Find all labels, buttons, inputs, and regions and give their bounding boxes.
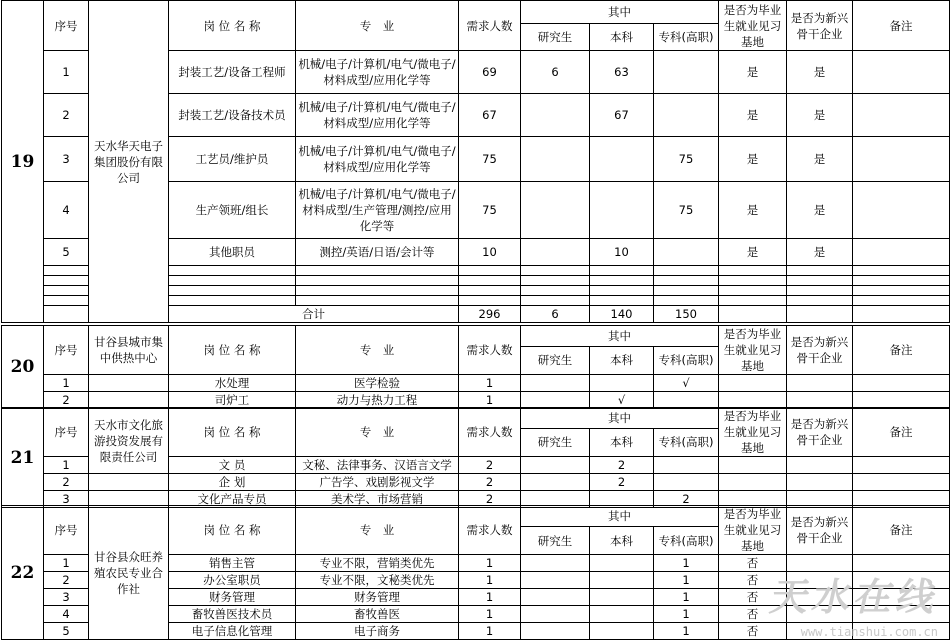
college-cell: 75 <box>654 137 719 182</box>
group-number: 19 <box>2 1 44 323</box>
emerging-cell: 是 <box>787 94 853 137</box>
college-cell: 1 <box>654 572 719 589</box>
grad-cell <box>521 375 590 392</box>
position-cell: 水处理 <box>169 375 296 392</box>
grad-cell <box>521 589 590 606</box>
position-cell: 工艺员/维护员 <box>169 137 296 182</box>
header-college: 专科(高职) <box>654 346 719 374</box>
seq-cell: 2 <box>44 474 89 491</box>
base-cell: 是 <box>719 239 787 266</box>
college-cell: √ <box>654 375 719 392</box>
grad-cell <box>521 474 590 491</box>
header-major: 专 业 <box>296 326 459 375</box>
seq-cell: 3 <box>44 589 89 606</box>
demand-cell: 1 <box>459 623 521 640</box>
seq-cell: 4 <box>44 606 89 623</box>
note-cell <box>853 94 950 137</box>
header-grad: 研究生 <box>521 527 590 555</box>
college-cell <box>654 51 719 94</box>
seq-cell: 3 <box>44 491 89 508</box>
bachelor-cell <box>590 137 654 182</box>
base-cell: 是 <box>719 182 787 239</box>
bachelor-cell <box>590 555 654 572</box>
header-seq: 序号 <box>44 506 89 555</box>
major-cell: 专业不限，文秘类优先 <box>296 572 459 589</box>
position-cell: 销售主管 <box>169 555 296 572</box>
major-cell: 专业不限，营销类优先 <box>296 555 459 572</box>
college-cell <box>654 94 719 137</box>
header-grad: 研究生 <box>521 428 590 456</box>
grad-cell <box>521 94 590 137</box>
header-note: 备注 <box>853 326 950 375</box>
major-cell: 医学检验 <box>296 375 459 392</box>
note-cell <box>853 457 950 474</box>
college-cell: 1 <box>654 589 719 606</box>
total-label: 合计 <box>169 306 459 323</box>
demand-cell: 67 <box>459 94 521 137</box>
bachelor-cell <box>590 572 654 589</box>
grad-cell <box>521 555 590 572</box>
major-cell: 美术学、市场营销 <box>296 491 459 508</box>
base-cell <box>719 392 787 409</box>
emerging-cell: 是 <box>787 51 853 94</box>
header-note: 备注 <box>853 408 950 457</box>
major-cell: 机械/电子/计算机/电气/微电子/材料成型/生产管理/测控/应用化学等 <box>296 182 459 239</box>
position-cell: 其他职员 <box>169 239 296 266</box>
bachelor-cell <box>590 375 654 392</box>
base-cell <box>719 457 787 474</box>
base-cell: 是 <box>719 137 787 182</box>
seq-cell: 1 <box>44 457 89 474</box>
header-emerging: 是否为新兴骨干企业 <box>787 1 853 51</box>
company-name: 甘谷县众旺养殖农民专业合作社 <box>89 506 169 640</box>
base-cell: 否 <box>719 606 787 623</box>
header-college: 专科(高职) <box>654 527 719 555</box>
position-cell: 畜牧兽医技术员 <box>169 606 296 623</box>
note-cell <box>853 392 950 409</box>
header-intern-base: 是否为毕业生就业见习基地 <box>719 1 787 51</box>
header-college: 专科(高职) <box>654 428 719 456</box>
header-intern-base: 是否为毕业生就业见习基地 <box>719 506 787 555</box>
base-cell <box>719 375 787 392</box>
header-seq: 序号 <box>44 1 89 51</box>
demand-cell: 1 <box>459 392 521 409</box>
demand-cell: 2 <box>459 491 521 508</box>
header-position: 岗 位 名 称 <box>169 506 296 555</box>
position-cell: 生产领班/组长 <box>169 182 296 239</box>
grad-cell <box>521 137 590 182</box>
college-cell <box>654 474 719 491</box>
demand-cell: 1 <box>459 572 521 589</box>
demand-cell: 75 <box>459 137 521 182</box>
header-demand: 需求人数 <box>459 408 521 457</box>
header-major: 专 业 <box>296 506 459 555</box>
seq-cell: 1 <box>44 51 89 94</box>
demand-cell: 75 <box>459 182 521 239</box>
position-cell: 封装工艺/设备工程师 <box>169 51 296 94</box>
bachelor-cell <box>590 623 654 640</box>
seq-cell: 2 <box>44 94 89 137</box>
header-demand: 需求人数 <box>459 326 521 375</box>
header-college: 专科(高职) <box>654 24 719 51</box>
seq-cell: 2 <box>44 572 89 589</box>
header-note: 备注 <box>853 506 950 555</box>
header-bachelor: 本科 <box>590 346 654 374</box>
seq-cell: 1 <box>44 375 89 392</box>
bachelor-cell: 2 <box>590 474 654 491</box>
note-cell <box>853 239 950 266</box>
note-cell <box>853 375 950 392</box>
major-cell: 文秘、法律事务、汉语言文学 <box>296 457 459 474</box>
grad-cell <box>521 606 590 623</box>
college-cell <box>654 457 719 474</box>
header-among: 其中 <box>521 506 719 527</box>
college-cell: 75 <box>654 182 719 239</box>
emerging-cell <box>787 474 853 491</box>
bachelor-cell: 67 <box>590 94 654 137</box>
position-cell: 企 划 <box>169 474 296 491</box>
college-cell <box>654 239 719 266</box>
base-cell: 否 <box>719 623 787 640</box>
emerging-cell <box>787 392 853 409</box>
company-name: 甘谷县城市集中供热中心 <box>89 326 169 375</box>
seq-cell: 4 <box>44 182 89 239</box>
base-cell: 是 <box>719 94 787 137</box>
header-position: 岗 位 名 称 <box>169 326 296 375</box>
college-cell: 1 <box>654 623 719 640</box>
header-position: 岗 位 名 称 <box>169 408 296 457</box>
group-20-table <box>1 325 950 409</box>
header-emerging: 是否为新兴骨干企业 <box>787 408 853 457</box>
group-number: 21 <box>2 408 44 508</box>
grad-cell <box>521 392 590 409</box>
grad-cell <box>521 623 590 640</box>
demand-cell: 2 <box>459 457 521 474</box>
grad-cell <box>521 239 590 266</box>
position-cell: 财务管理 <box>169 589 296 606</box>
bachelor-cell <box>590 182 654 239</box>
position-cell: 司炉工 <box>169 392 296 409</box>
major-cell: 畜牧兽医 <box>296 606 459 623</box>
header-seq: 序号 <box>44 408 89 457</box>
table-row <box>2 392 950 409</box>
major-cell: 财务管理 <box>296 589 459 606</box>
header-seq: 序号 <box>44 326 89 375</box>
grad-cell <box>521 572 590 589</box>
seq-cell: 2 <box>44 392 89 409</box>
college-cell: 1 <box>654 606 719 623</box>
header-bachelor: 本科 <box>590 527 654 555</box>
seq-cell: 1 <box>44 555 89 572</box>
base-cell <box>719 474 787 491</box>
header-grad: 研究生 <box>521 24 590 51</box>
header-emerging: 是否为新兴骨干企业 <box>787 506 853 555</box>
note-cell <box>853 182 950 239</box>
demand-cell: 10 <box>459 239 521 266</box>
demand-cell: 69 <box>459 51 521 94</box>
major-cell: 机械/电子/计算机/电气/微电子/材料成型/应用化学等 <box>296 51 459 94</box>
header-intern-base: 是否为毕业生就业见习基地 <box>719 326 787 375</box>
college-cell: 1 <box>654 555 719 572</box>
emerging-cell: 是 <box>787 182 853 239</box>
header-grad: 研究生 <box>521 346 590 374</box>
bachelor-cell <box>590 589 654 606</box>
position-cell: 封装工艺/设备技术员 <box>169 94 296 137</box>
total-demand: 296 <box>459 306 521 323</box>
header-bachelor: 本科 <box>590 24 654 51</box>
emerging-cell <box>787 375 853 392</box>
company-name: 天水市文化旅游投资发展有限责任公司 <box>89 408 169 474</box>
header-intern-base: 是否为毕业生就业见习基地 <box>719 408 787 457</box>
base-cell: 否 <box>719 589 787 606</box>
watermark-logo: 天水在线 <box>766 574 945 619</box>
header-position: 岗 位 名 称 <box>169 1 296 51</box>
group-21-table <box>1 407 950 508</box>
bachelor-cell: √ <box>590 392 654 409</box>
seq-cell: 5 <box>44 623 89 640</box>
header-bachelor: 本科 <box>590 428 654 456</box>
base-cell: 否 <box>719 572 787 589</box>
group-19-table <box>1 0 950 323</box>
base-cell: 是 <box>719 51 787 94</box>
grad-cell <box>521 457 590 474</box>
college-cell: 2 <box>654 491 719 508</box>
header-among: 其中 <box>521 408 719 429</box>
watermark-url: www.tianshui.com.cn <box>800 625 938 639</box>
grad-cell: 6 <box>521 51 590 94</box>
table-row <box>2 375 950 392</box>
note-cell <box>853 137 950 182</box>
bachelor-cell: 10 <box>590 239 654 266</box>
header-emerging: 是否为新兴骨干企业 <box>787 326 853 375</box>
group-number: 22 <box>2 506 44 640</box>
total-bachelor: 140 <box>590 306 654 323</box>
bachelor-cell: 63 <box>590 51 654 94</box>
major-cell: 机械/电子/计算机/电气/微电子/材料成型/应用化学等 <box>296 137 459 182</box>
position-cell: 文 员 <box>169 457 296 474</box>
note-cell <box>853 51 950 94</box>
group-number: 20 <box>2 326 44 409</box>
header-among: 其中 <box>521 326 719 347</box>
position-cell: 电子信息化管理 <box>169 623 296 640</box>
seq-cell: 5 <box>44 239 89 266</box>
header-demand: 需求人数 <box>459 506 521 555</box>
header-demand: 需求人数 <box>459 1 521 51</box>
emerging-cell: 是 <box>787 239 853 266</box>
bachelor-cell <box>590 606 654 623</box>
seq-cell: 3 <box>44 137 89 182</box>
college-cell <box>654 392 719 409</box>
header-note: 备注 <box>853 1 950 51</box>
major-cell: 机械/电子/计算机/电气/微电子/材料成型/应用化学等 <box>296 94 459 137</box>
total-college: 150 <box>654 306 719 323</box>
table-row <box>2 474 950 491</box>
company-name: 天水华天电子集团股份有限公司 <box>89 1 169 323</box>
base-cell: 否 <box>719 555 787 572</box>
major-cell: 电子商务 <box>296 623 459 640</box>
header-major: 专 业 <box>296 408 459 457</box>
demand-cell: 2 <box>459 474 521 491</box>
emerging-cell: 是 <box>787 137 853 182</box>
grad-cell <box>521 182 590 239</box>
emerging-cell <box>787 457 853 474</box>
major-cell: 广告学、戏剧影视文学 <box>296 474 459 491</box>
header-major: 专 业 <box>296 1 459 51</box>
demand-cell: 1 <box>459 375 521 392</box>
note-cell <box>853 474 950 491</box>
major-cell: 动力与热力工程 <box>296 392 459 409</box>
position-cell: 办公室职员 <box>169 572 296 589</box>
demand-cell: 1 <box>459 606 521 623</box>
bachelor-cell: 2 <box>590 457 654 474</box>
demand-cell: 1 <box>459 555 521 572</box>
total-grad: 6 <box>521 306 590 323</box>
header-among: 其中 <box>521 1 719 24</box>
position-cell: 文化产品专员 <box>169 491 296 508</box>
major-cell: 测控/英语/日语/会计等 <box>296 239 459 266</box>
demand-cell: 1 <box>459 589 521 606</box>
